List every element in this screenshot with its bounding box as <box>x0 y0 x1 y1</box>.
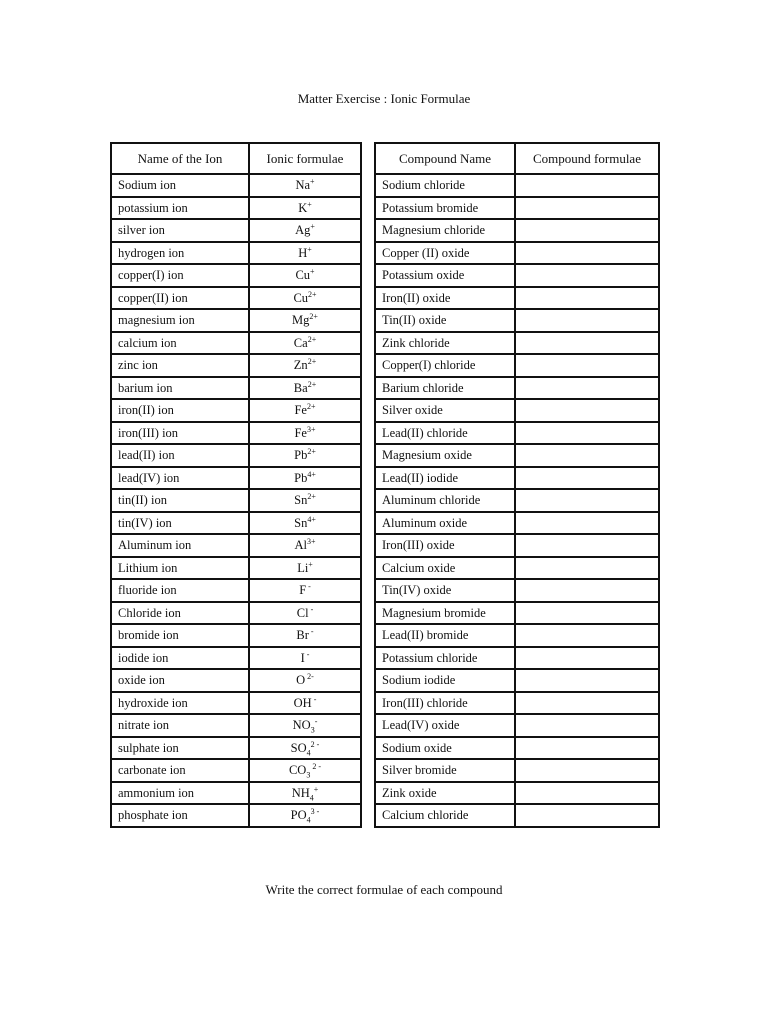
compound-row <box>375 354 659 377</box>
ion-row <box>111 242 361 265</box>
ion-formula-cell <box>249 512 361 535</box>
compound-formula-cell <box>515 174 659 197</box>
ion-formula-charge: + <box>307 199 312 209</box>
ion-formula-charge: 2+ <box>307 492 316 502</box>
compound-row <box>375 242 659 265</box>
ion-formula-cell <box>249 692 361 715</box>
ion-row <box>111 264 361 287</box>
ion-row <box>111 804 361 827</box>
compound-table-header-row <box>375 143 659 174</box>
compound-row <box>375 174 659 197</box>
compound-name-cell: Lead(II) iodide <box>375 467 515 490</box>
ion-formula-base: NH <box>291 785 310 800</box>
ion-name-cell: fluoride ion <box>111 579 249 602</box>
compound-formula-cell <box>515 242 659 265</box>
compound-name-header: Compound Name <box>375 143 515 174</box>
ion-formula-base: CO <box>288 763 307 778</box>
ion-formula-base: Zn <box>293 358 308 373</box>
ion-row <box>111 197 361 220</box>
ion-name-cell: oxide ion <box>111 669 249 692</box>
ion-formula-cell <box>249 647 361 670</box>
ion-formula-charge: - <box>304 649 310 659</box>
ion-formula-cell <box>249 669 361 692</box>
ion-row <box>111 737 361 760</box>
ion-formula-charge: + <box>307 244 312 254</box>
ion-row <box>111 669 361 692</box>
ion-table <box>110 142 362 828</box>
ion-formula-cell <box>249 287 361 310</box>
ion-name-cell: iron(III) ion <box>111 422 249 445</box>
ion-formula-base: Br <box>296 628 309 643</box>
page-title: Matter Exercise : Ionic Formulae <box>297 91 471 106</box>
compound-formula-cell <box>515 512 659 535</box>
ion-formula-base: Na <box>295 178 311 193</box>
ion-formula-cell <box>249 782 361 805</box>
ion-formula-cell <box>249 242 361 265</box>
ion-formula-charge: - <box>306 582 311 592</box>
ion-row <box>111 714 361 737</box>
ion-formula-charge: 4+ <box>307 514 316 524</box>
ion-formula-cell <box>249 219 361 242</box>
ion-formula-base: PO <box>290 808 307 823</box>
ion-formula-base: NO <box>292 718 311 733</box>
ion-formula-base: Cu <box>295 268 311 283</box>
ion-row <box>111 759 361 782</box>
ion-formula-cell <box>249 804 361 827</box>
ion-formula-cell <box>249 174 361 197</box>
ion-formula-charge: 2+ <box>307 379 317 389</box>
ion-row <box>111 422 361 445</box>
ion-name-cell: Aluminum ion <box>111 534 249 557</box>
compound-name-cell: Copper(I) chloride <box>375 354 515 377</box>
compound-row <box>375 219 659 242</box>
compound-name-cell: Zink chloride <box>375 332 515 355</box>
ion-row <box>111 377 361 400</box>
compound-formulae-header: Compound formulae <box>515 143 659 174</box>
compound-formula-cell <box>515 287 659 310</box>
compound-formula-cell <box>515 467 659 490</box>
ion-formula-base: H <box>298 245 308 260</box>
compound-formula-cell <box>515 354 659 377</box>
ion-name-cell: phosphate ion <box>111 804 249 827</box>
compound-formula-cell <box>515 669 659 692</box>
ion-formula-cell <box>249 399 361 422</box>
ion-formula-cell <box>249 534 361 557</box>
ion-formula-cell <box>249 467 361 490</box>
ion-formula-base: O <box>296 673 306 688</box>
instruction-text: Write the correct formulae of each compound <box>265 882 503 897</box>
ion-formula-cell <box>249 714 361 737</box>
ion-row <box>111 219 361 242</box>
ion-formula-charge: + <box>310 177 315 187</box>
compound-formula-cell <box>515 219 659 242</box>
ion-formula-base: Li <box>297 560 309 575</box>
ion-formula-cell <box>249 602 361 625</box>
ion-formula-base: Fe <box>294 403 307 418</box>
ion-formula-charge: - <box>308 604 314 614</box>
ion-name-cell: tin(IV) ion <box>111 512 249 535</box>
ion-row <box>111 647 361 670</box>
compound-name-cell: Calcium chloride <box>375 804 515 827</box>
compound-name-cell: Iron(II) oxide <box>375 287 515 310</box>
compound-name-cell: Silver bromide <box>375 759 515 782</box>
compound-name-cell: Magnesium chloride <box>375 219 515 242</box>
compound-name-cell: Magnesium bromide <box>375 602 515 625</box>
compound-row <box>375 557 659 580</box>
ion-formula-subscript: 4 <box>309 793 314 803</box>
ion-formula-subscript: 3 <box>306 770 311 780</box>
ion-name-cell: bromide ion <box>111 624 249 647</box>
ion-formula-charge: 2+ <box>307 447 316 457</box>
compound-name-cell: Lead(II) bromide <box>375 624 515 647</box>
ion-formula-cell <box>249 422 361 445</box>
ion-formula-cell <box>249 579 361 602</box>
compound-name-cell: Potassium bromide <box>375 197 515 220</box>
ion-name-cell: copper(I) ion <box>111 264 249 287</box>
compound-row <box>375 602 659 625</box>
compound-row <box>375 714 659 737</box>
compound-name-cell: Silver oxide <box>375 399 515 422</box>
ion-formula-charge: 2+ <box>308 289 317 299</box>
ion-formula-base: Ba <box>293 380 308 395</box>
ion-formula-cell <box>249 489 361 512</box>
ion-row <box>111 309 361 332</box>
compound-formula-cell <box>515 557 659 580</box>
ion-row <box>111 332 361 355</box>
ion-formula-base: Al <box>294 538 307 553</box>
ion-formula-charge: 2+ <box>307 334 317 344</box>
compound-row <box>375 422 659 445</box>
ion-formula-cell <box>249 332 361 355</box>
ion-name-cell: iodide ion <box>111 647 249 670</box>
ion-formula-charge: 2 - <box>310 739 320 749</box>
ion-row <box>111 354 361 377</box>
ion-name-cell: magnesium ion <box>111 309 249 332</box>
ion-name-cell: nitrate ion <box>111 714 249 737</box>
ion-name-cell: sulphate ion <box>111 737 249 760</box>
compound-name-cell: Aluminum chloride <box>375 489 515 512</box>
ion-table-body <box>111 174 361 827</box>
compound-row <box>375 624 659 647</box>
ion-name-cell: lead(II) ion <box>111 444 249 467</box>
compound-formula-cell <box>515 309 659 332</box>
ion-row <box>111 579 361 602</box>
ion-row <box>111 489 361 512</box>
compound-row <box>375 669 659 692</box>
ion-formula-base: OH <box>293 695 312 710</box>
compound-name-cell: Tin(II) oxide <box>375 309 515 332</box>
ion-formula-subscript: 4 <box>306 815 311 825</box>
ion-name-cell: carbonate ion <box>111 759 249 782</box>
compound-formula-cell <box>515 804 659 827</box>
ion-row <box>111 399 361 422</box>
compound-row <box>375 512 659 535</box>
ion-formula-cell <box>249 444 361 467</box>
compound-name-cell: Iron(III) oxide <box>375 534 515 557</box>
ion-formula-cell <box>249 557 361 580</box>
compound-formula-cell <box>515 399 659 422</box>
compound-row <box>375 579 659 602</box>
compound-formula-cell <box>515 692 659 715</box>
compound-formula-cell <box>515 377 659 400</box>
ion-formula-charge: 3+ <box>306 537 316 547</box>
ion-row <box>111 692 361 715</box>
compound-name-cell: Barium chloride <box>375 377 515 400</box>
ion-formula-subscript: 3 <box>310 725 315 735</box>
ion-formula-cell <box>249 264 361 287</box>
compound-row <box>375 467 659 490</box>
ion-formula-charge: + <box>310 267 315 277</box>
compound-row <box>375 399 659 422</box>
ion-formula-cell <box>249 624 361 647</box>
compound-formula-cell <box>515 444 659 467</box>
compound-row <box>375 444 659 467</box>
ion-formula-base: I <box>300 650 305 665</box>
ion-formula-cell <box>249 377 361 400</box>
ion-formula-charge: 2 - <box>310 762 322 772</box>
ion-formula-base: Sn <box>294 493 308 508</box>
compound-formula-cell <box>515 489 659 512</box>
ion-formula-charge: 2- <box>305 672 314 682</box>
compound-name-cell: Zink oxide <box>375 782 515 805</box>
compound-table-body <box>375 174 659 827</box>
compound-formula-cell <box>515 579 659 602</box>
ion-name-cell: hydrogen ion <box>111 242 249 265</box>
ion-formula-base: Cl <box>296 605 309 620</box>
compound-formula-cell <box>515 332 659 355</box>
compound-formula-cell <box>515 534 659 557</box>
ion-formula-charge: - <box>308 627 314 637</box>
compound-name-cell: Tin(IV) oxide <box>375 579 515 602</box>
ion-name-cell: ammonium ion <box>111 782 249 805</box>
ion-row <box>111 467 361 490</box>
ion-formula-base: F <box>299 583 307 598</box>
ion-formula-charge: 3+ <box>306 424 316 434</box>
ion-formula-base: Ca <box>293 335 308 350</box>
compound-row <box>375 287 659 310</box>
ion-row <box>111 444 361 467</box>
ion-row <box>111 174 361 197</box>
ion-formula-base: Fe <box>294 425 307 440</box>
ion-name-cell: tin(II) ion <box>111 489 249 512</box>
compound-name-cell: Lead(IV) oxide <box>375 714 515 737</box>
ion-row <box>111 602 361 625</box>
compound-formula-cell <box>515 782 659 805</box>
ion-formula-charge: + <box>310 222 315 232</box>
ion-formula-charge: 4+ <box>307 469 316 479</box>
compound-row <box>375 737 659 760</box>
compound-name-cell: Potassium oxide <box>375 264 515 287</box>
ion-formula-charge: 2+ <box>306 402 316 412</box>
compound-row <box>375 377 659 400</box>
compound-row <box>375 692 659 715</box>
compound-name-cell: Iron(III) chloride <box>375 692 515 715</box>
ion-name-cell: copper(II) ion <box>111 287 249 310</box>
ion-formula-cell <box>249 759 361 782</box>
ionic-formulae-header: Ionic formulae <box>249 143 361 174</box>
compound-name-cell: Copper (II) oxide <box>375 242 515 265</box>
compound-name-cell: Lead(II) chloride <box>375 422 515 445</box>
ion-formula-base: Mg <box>292 313 310 328</box>
compound-formula-cell <box>515 624 659 647</box>
compound-name-cell: Sodium chloride <box>375 174 515 197</box>
ion-name-header: Name of the Ion <box>111 143 249 174</box>
ion-formula-base: Cu <box>293 290 309 305</box>
ion-row <box>111 534 361 557</box>
ion-name-cell: hydroxide ion <box>111 692 249 715</box>
compound-row <box>375 759 659 782</box>
ion-row <box>111 512 361 535</box>
compound-formula-cell <box>515 264 659 287</box>
ion-formula-base: Pb <box>294 470 308 485</box>
ion-formula-cell <box>249 354 361 377</box>
ion-formula-cell <box>249 197 361 220</box>
ion-name-cell: lead(IV) ion <box>111 467 249 490</box>
ion-name-cell: Chloride ion <box>111 602 249 625</box>
ion-formula-charge: - <box>314 717 318 727</box>
compound-row <box>375 264 659 287</box>
compound-formula-cell <box>515 759 659 782</box>
compound-formula-cell <box>515 647 659 670</box>
ion-row <box>111 287 361 310</box>
compound-row <box>375 197 659 220</box>
compound-name-cell: Sodium oxide <box>375 737 515 760</box>
compound-name-cell: Aluminum oxide <box>375 512 515 535</box>
compound-formula-cell <box>515 197 659 220</box>
compound-row <box>375 782 659 805</box>
ion-row <box>111 557 361 580</box>
compound-table <box>374 142 660 828</box>
ion-name-cell: potassium ion <box>111 197 249 220</box>
ion-formula-base: Sn <box>294 515 308 530</box>
ion-name-cell: calcium ion <box>111 332 249 355</box>
ion-formula-charge: + <box>308 559 313 569</box>
ion-formula-subscript: 4 <box>306 748 311 758</box>
compound-formula-cell <box>515 714 659 737</box>
compound-row <box>375 489 659 512</box>
ion-formula-base: Pb <box>294 448 308 463</box>
ion-formula-charge: 2+ <box>309 312 318 322</box>
ion-formula-charge: - <box>311 694 317 704</box>
compound-name-cell: Potassium chloride <box>375 647 515 670</box>
compound-name-cell: Sodium iodide <box>375 669 515 692</box>
ion-name-cell: Sodium ion <box>111 174 249 197</box>
ion-table-header-row <box>111 143 361 174</box>
ion-name-cell: zinc ion <box>111 354 249 377</box>
ion-formula-cell <box>249 737 361 760</box>
compound-row <box>375 804 659 827</box>
ion-name-cell: barium ion <box>111 377 249 400</box>
ion-formula-base: Ag <box>295 223 311 238</box>
ion-formula-cell <box>249 309 361 332</box>
ion-row <box>111 624 361 647</box>
ion-row <box>111 782 361 805</box>
compound-name-cell: Magnesium oxide <box>375 444 515 467</box>
ion-formula-base: K <box>298 200 308 215</box>
compound-name-cell: Calcium oxide <box>375 557 515 580</box>
compound-row <box>375 309 659 332</box>
ion-formula-charge: + <box>313 784 319 794</box>
compound-row <box>375 534 659 557</box>
ion-name-cell: silver ion <box>111 219 249 242</box>
compound-formula-cell <box>515 602 659 625</box>
compound-row <box>375 332 659 355</box>
ion-name-cell: iron(II) ion <box>111 399 249 422</box>
ion-formula-charge: 3 - <box>310 807 320 817</box>
compound-formula-cell <box>515 737 659 760</box>
compound-formula-cell <box>515 422 659 445</box>
compound-row <box>375 647 659 670</box>
ion-name-cell: Lithium ion <box>111 557 249 580</box>
ion-formula-base: SO <box>290 740 307 755</box>
ion-formula-charge: 2+ <box>307 357 317 367</box>
